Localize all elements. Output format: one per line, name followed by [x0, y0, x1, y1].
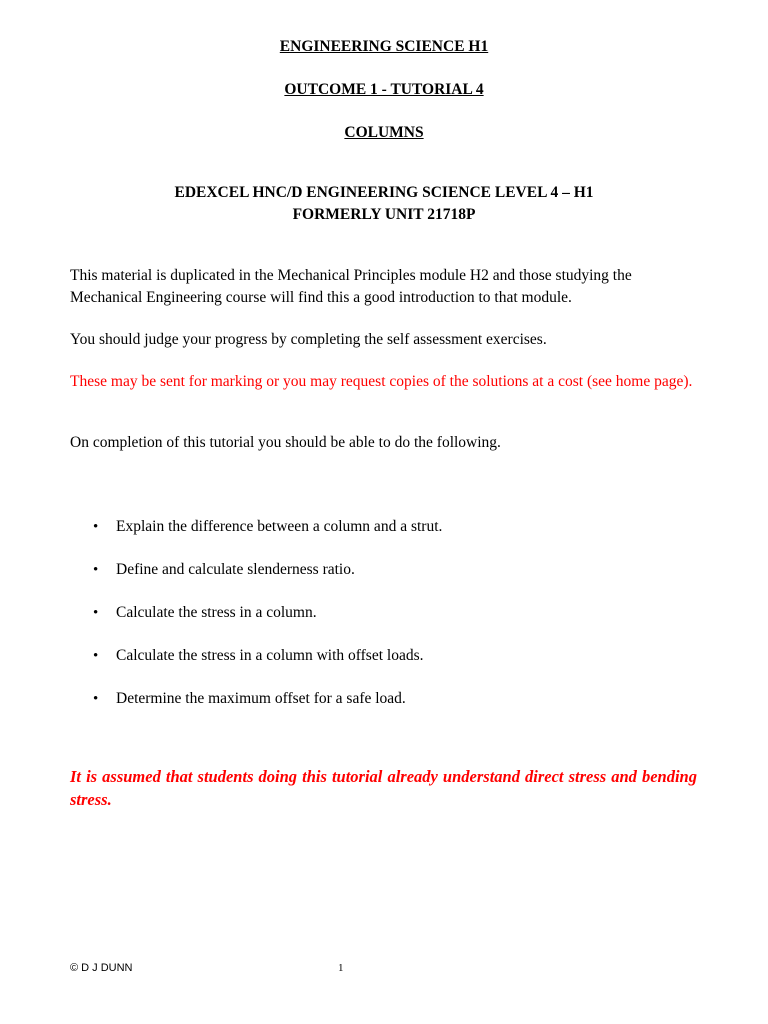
course-title: EDEXCEL HNC/D ENGINEERING SCIENCE LEVEL 4 – H1: [174, 184, 594, 201]
progress-paragraph: You should judge your progress by completing the self assessment exercises.: [70, 331, 547, 348]
objective-text: Explain the difference between a column and a strut.: [116, 518, 443, 535]
footer-page-number: 1: [338, 962, 344, 974]
objective-text: Determine the maximum offset for a safe load.: [116, 690, 406, 707]
objective-text: Define and calculate slenderness ratio.: [116, 561, 355, 578]
bullet-icon: •: [93, 691, 99, 707]
bullet-icon: •: [93, 562, 99, 578]
document-title: ENGINEERING SCIENCE H1: [279, 38, 489, 55]
objectives-list: [70, 516, 700, 731]
bullet-icon: •: [93, 605, 99, 621]
bullet-icon: •: [93, 519, 99, 535]
marking-paragraph: These may be sent for marking or you may request copies of the solutions at a cost (see home page).: [70, 373, 693, 390]
completion-paragraph: On completion of this tutorial you should be able to do the following.: [70, 434, 501, 451]
intro-paragraph: This material is duplicated in the Mechanical Principles module H2 and those studying the Mechanical Engineering course will find this a good introduction to that module.: [70, 267, 632, 306]
footer-copyright: © D J DUNN: [70, 962, 133, 974]
list-item: [70, 559, 700, 602]
document-subtitle: OUTCOME 1 - TUTORIAL 4: [284, 81, 484, 98]
course-unit: FORMERLY UNIT 21718P: [292, 206, 476, 223]
objective-text: Calculate the stress in a column.: [116, 604, 317, 621]
list-item: [70, 688, 700, 731]
bullet-icon: •: [93, 648, 99, 664]
list-item: [70, 602, 700, 645]
assumption-note: It is assumed that students doing this tutorial already understand direct stress and bending stress.: [70, 767, 697, 809]
objective-text: Calculate the stress in a column with offset loads.: [116, 647, 424, 664]
list-item: [70, 645, 700, 688]
document-topic: COLUMNS: [344, 124, 424, 141]
list-item: [70, 516, 700, 559]
